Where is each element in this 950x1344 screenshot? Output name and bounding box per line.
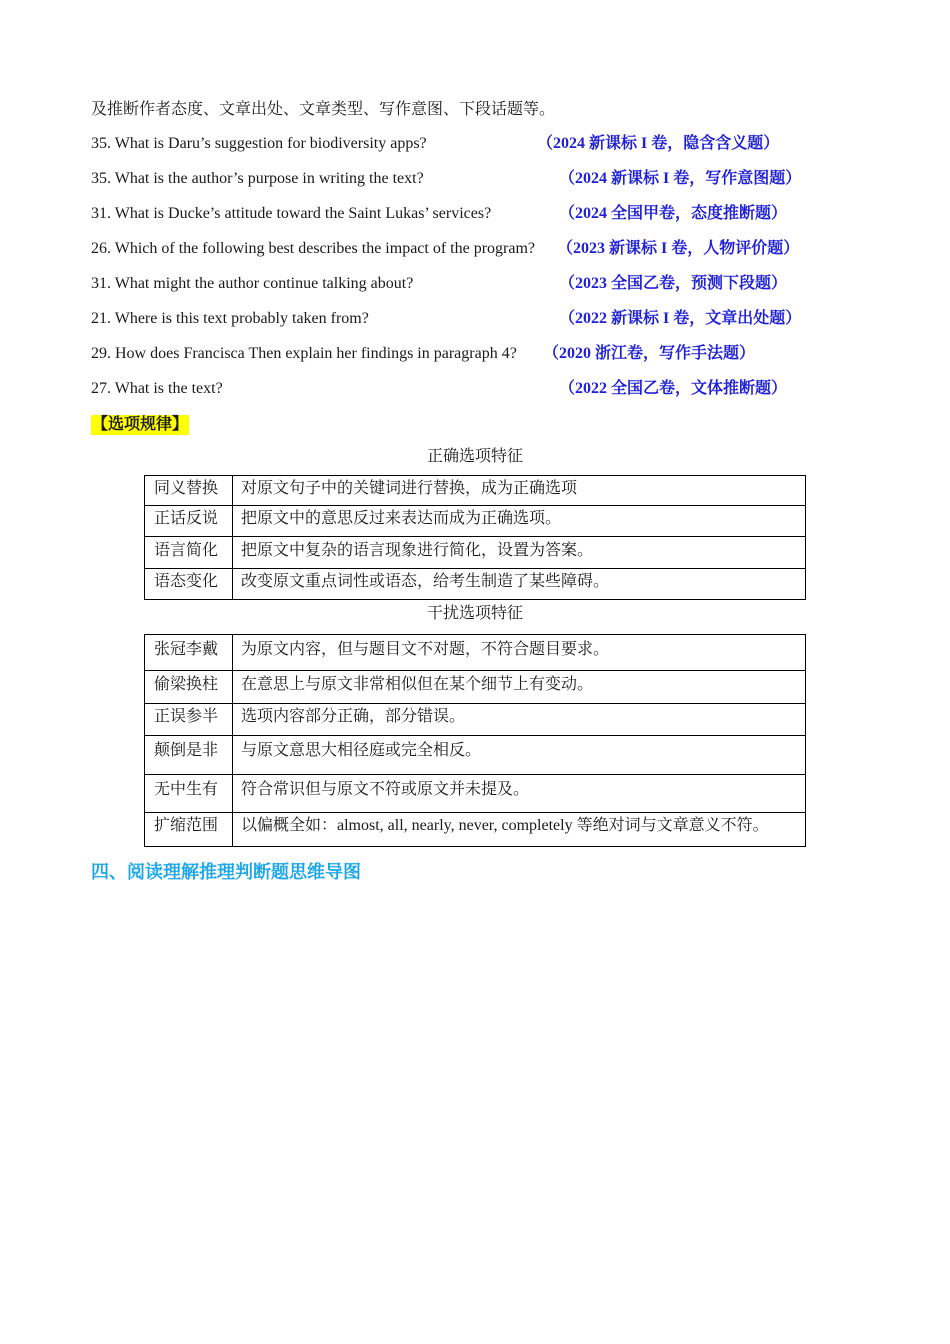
correct-options-table [144, 475, 806, 600]
question-text: 31. What is Ducke’s attitude toward the Saint Lukas’ services? [91, 205, 492, 222]
term-cell: 正话反说 [145, 506, 233, 537]
term-cell: 语态变化 [145, 569, 233, 600]
table-row [145, 476, 806, 506]
term-cell: 语言简化 [145, 537, 233, 569]
term-cell: 正误参半 [145, 704, 233, 736]
term-cell: 无中生有 [145, 775, 233, 813]
question-text: 27. What is the text? [91, 380, 223, 397]
intro-line: 及推断作者态度、文章出处、文章类型、写作意图、下段话题等。 [91, 101, 556, 118]
table-row [145, 775, 806, 813]
term-cell: 同义替换 [145, 476, 233, 506]
desc-cell: 把原文中复杂的语言现象进行简化，设置为答案。 [233, 537, 806, 569]
table-row [145, 537, 806, 569]
desc-cell: 符合常识但与原文不符或原文并未提及。 [233, 775, 806, 813]
desc-cell: 把原文中的意思反过来表达而成为正确选项。 [233, 506, 806, 537]
question-source: （2024 新课标 I 卷，写作意图题） [559, 170, 802, 187]
term-cell: 张冠李戴 [145, 635, 233, 671]
term-cell: 扩缩范围 [145, 813, 233, 847]
term-cell: 偷梁换柱 [145, 671, 233, 704]
question-text: 35. What is Daru’s suggestion for biodiversity apps? [91, 135, 427, 152]
question-text: 21. Where is this text probably taken from? [91, 310, 369, 327]
desc-cell: 选项内容部分正确，部分错误。 [233, 704, 806, 736]
term-cell: 颠倒是非 [145, 736, 233, 775]
desc-cell: 与原文意思大相径庭或完全相反。 [233, 736, 806, 775]
table-row [145, 671, 806, 704]
correct-options-caption: 正确选项特征 [426, 448, 523, 465]
desc-cell: 对原文句子中的关键词进行替换，成为正确选项 [233, 476, 806, 506]
desc-cell: 以偏概全如：almost, all, nearly, never, completely 等绝对词与文章意义不符。 [233, 813, 806, 847]
distractor-options-caption: 干扰选项特征 [426, 605, 523, 622]
question-source: （2022 全国乙卷，文体推断题） [559, 380, 788, 397]
question-source: （2020 浙江卷，写作手法题） [543, 345, 756, 362]
table-row [145, 704, 806, 736]
question-source: （2023 新课标 I 卷，人物评价题） [557, 240, 800, 257]
desc-cell: 改变原文重点词性或语态，给考生制造了某些障碍。 [233, 569, 806, 600]
table-row [145, 736, 806, 775]
question-text: 26. Which of the following best describes the impact of the program? [91, 240, 536, 257]
question-source: （2023 全国乙卷，预测下段题） [559, 275, 788, 292]
table-row [145, 506, 806, 537]
question-text: 35. What is the author’s purpose in writing the text? [91, 170, 424, 187]
table-row [145, 813, 806, 847]
section-heading: 四、阅读理解推理判断题思维导图 [91, 862, 361, 882]
table-row [145, 635, 806, 671]
question-source: （2024 全国甲卷，态度推断题） [559, 205, 788, 222]
distractor-options-table [144, 634, 806, 847]
question-source: （2024 新课标 I 卷，隐含含义题） [537, 135, 780, 152]
desc-cell: 为原文内容，但与题目文不对题，不符合题目要求。 [233, 635, 806, 671]
table-row [145, 569, 806, 600]
question-text: 31. What might the author continue talking about? [91, 275, 414, 292]
question-source: （2022 新课标 I 卷，文章出处题） [559, 310, 802, 327]
question-text: 29. How does Francisca Then explain her findings in paragraph 4? [91, 345, 517, 362]
desc-cell: 在意思上与原文非常相似但在某个细节上有变动。 [233, 671, 806, 704]
options-rule-title: 【选项规律】 [92, 416, 189, 433]
